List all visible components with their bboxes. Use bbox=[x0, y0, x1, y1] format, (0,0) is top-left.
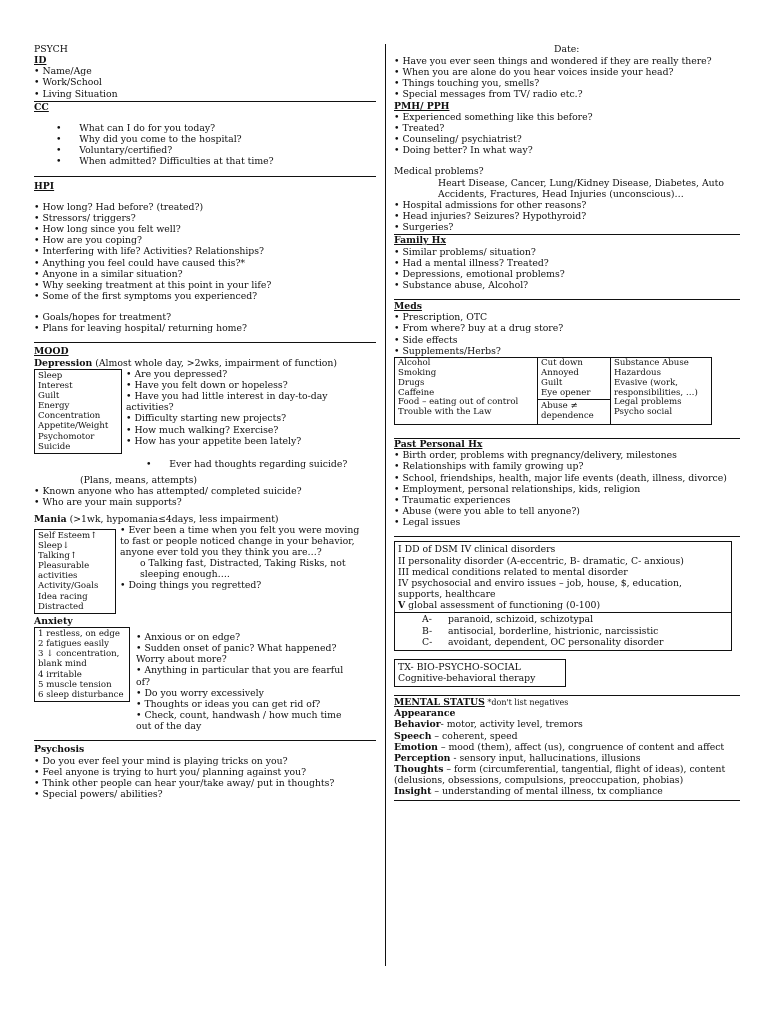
mental-status-heading: MENTAL STATUS *don't list negatives bbox=[394, 697, 569, 709]
list-item: • Who are your main supports? bbox=[34, 497, 182, 509]
list-item: • Have you ever seen things and wondered if they are really there? bbox=[394, 56, 712, 67]
cluster-row: B- antisocial, borderline, histrionic, narcissistic bbox=[422, 625, 659, 637]
list-item: • Doing better? In what way? bbox=[394, 145, 533, 157]
list-item: • Experienced something like this before? bbox=[394, 111, 593, 123]
list-item: • Interfering with life? Activities? Relationships? bbox=[34, 246, 265, 258]
abuse-note: Abuse ≠ dependence bbox=[538, 399, 610, 424]
list-item: • Anxious or on edge? bbox=[136, 631, 241, 643]
column-divider bbox=[385, 44, 386, 966]
list-item: I DD of DSM IV clinical disorders bbox=[398, 544, 556, 556]
list-item: • Relationships with family growing up? bbox=[394, 461, 584, 473]
list-item: • Why did you come to the hospital? bbox=[56, 134, 242, 146]
list-item: • When admitted? Difficulties at that time? bbox=[56, 156, 274, 168]
list-item: • Are you depressed? bbox=[126, 368, 228, 380]
list-item: • Similar problems/ situation? bbox=[394, 246, 536, 258]
pmh-title: PMH/ PPH bbox=[394, 100, 450, 112]
hpi-title: HPI bbox=[34, 180, 55, 192]
list-item: • Feel anyone is trying to hurt you/ planning against you? bbox=[34, 766, 307, 778]
list-item: • Voluntary/certified? bbox=[56, 145, 173, 157]
list-item: • Treated? bbox=[394, 122, 445, 134]
list-item: • Had a mental illness? Treated? bbox=[394, 257, 549, 269]
anxiety-block bbox=[34, 627, 376, 732]
past-title: Past Personal Hx bbox=[394, 439, 483, 451]
list-item: • Have you had little interest in day-to-day activities? bbox=[126, 391, 328, 414]
list-item: • Prescription, OTC bbox=[394, 312, 488, 324]
list-item: • How long? Had before? (treated?) bbox=[34, 201, 204, 213]
list-item: • Supplements/Herbs? bbox=[394, 345, 501, 357]
mania-heading: Mania (>1wk, hypomania≤4days, less impairment) bbox=[34, 513, 279, 525]
list-item: • Why seeking treatment at this point in your life? bbox=[34, 279, 272, 291]
meds-section bbox=[394, 301, 740, 425]
mse-row: Insight – understanding of mental illness, tx compliance bbox=[394, 786, 663, 798]
list-item: • Special messages from TV/ radio etc.? bbox=[394, 89, 583, 101]
list-item: • Hospital admissions for other reasons? bbox=[394, 199, 587, 211]
list-item: III medical conditions related to mental disorder bbox=[398, 566, 628, 578]
psychosis-section bbox=[34, 744, 376, 800]
family-title: Family Hx bbox=[394, 235, 446, 247]
list-item: • Doing things you regretted? bbox=[120, 580, 262, 592]
mood-section bbox=[34, 346, 376, 613]
id-section bbox=[34, 55, 376, 100]
pmh-section bbox=[394, 101, 740, 234]
list-item: • Head injuries? Seizures? Hypothyroid? bbox=[394, 211, 587, 223]
divider bbox=[394, 800, 740, 801]
list-item: • Known anyone who has attempted/ completed suicide? bbox=[34, 486, 302, 498]
medical-problems-label: Medical problems? bbox=[394, 166, 484, 178]
mse-row: Appearance bbox=[394, 708, 456, 720]
mania-questions bbox=[116, 525, 360, 592]
substance-abuse-cell: Substance Abuse Hazardous Evasive (work, responsibilities, …) Legal problems Psycho social bbox=[611, 357, 712, 424]
right-column bbox=[394, 44, 740, 804]
list-item: • How much walking? Exercise? bbox=[126, 424, 279, 436]
cluster-row: C- avoidant, dependent, OC personality disorder bbox=[422, 636, 664, 648]
mse-row: Perception - sensory input, hallucinations, illusions bbox=[394, 752, 641, 764]
list-item: • Ever been a time when you felt you were moving to fast or people noticed change in your behavior, anyone ever told you they think you are…? bbox=[120, 524, 360, 558]
list-item: • Things touching you, smells? bbox=[394, 78, 540, 90]
divider bbox=[394, 299, 740, 300]
mania-block bbox=[34, 525, 376, 614]
sigecaps-box: Sleep Interest Guilt Energy Concentration Appetite/Weight Psychomotor Suicide bbox=[34, 369, 122, 454]
divider bbox=[34, 740, 376, 741]
divider bbox=[394, 695, 740, 696]
mse-row: Emotion – mood (them), affect (us), congruence of content and affect bbox=[394, 741, 725, 753]
list-item: • Name/Age bbox=[34, 66, 92, 78]
list-item: V global assessment of functioning (0-100) bbox=[398, 600, 601, 612]
anxiety-questions bbox=[130, 627, 358, 732]
list-item: • Counseling/ psychiatrist? bbox=[394, 134, 522, 146]
list-item: II personality disorder (A-eccentric, B- dramatic, C- anxious) bbox=[398, 555, 684, 567]
list-item: • Think other people can hear your/take away/ put in thoughts? bbox=[34, 777, 335, 789]
list-item: • Depressions, emotional problems? bbox=[394, 268, 565, 280]
list-item: • Employment, personal relationships, kids, religion bbox=[394, 483, 641, 495]
list-item: • Have you felt down or hopeless? bbox=[126, 379, 288, 391]
substance-list-cell: Alcohol Smoking Drugs Caffeine Food – eating out of control Trouble with the Law bbox=[395, 357, 538, 424]
date-label: Date: bbox=[554, 44, 580, 55]
list-item: • Stressors/ triggers? bbox=[34, 212, 136, 224]
meds-title: Meds bbox=[394, 301, 422, 313]
treatment-box: TX- BIO-PSYCHO-SOCIAL Cognitive-behavioral therapy bbox=[394, 659, 566, 687]
mania-box: Self Esteem↑ Sleep↓ Talking↑ Pleasurable activities Activity/Goals Idea racing Distracted bbox=[34, 529, 116, 614]
divider bbox=[34, 176, 376, 177]
list-item: • Check, count, handwash / how much time out of the day bbox=[136, 710, 342, 733]
list-item: IV psychosocial and enviro issues – job, house, $, education, supports, healthcare bbox=[398, 577, 682, 601]
list-item: • Traumatic experiences bbox=[394, 494, 511, 506]
id-title: ID bbox=[34, 55, 47, 67]
list-item: • Goals/hopes for treatment? bbox=[34, 312, 172, 324]
list-item: • How are you coping? bbox=[34, 235, 142, 247]
list-item: • Sudden onset of panic? What happened? Worry about more? bbox=[136, 643, 337, 666]
mood-title: MOOD bbox=[34, 346, 69, 358]
psychosis-title: Psychosis bbox=[34, 744, 85, 756]
family-section bbox=[394, 235, 740, 291]
divider bbox=[394, 536, 740, 537]
list-item: • Substance abuse, Alcohol? bbox=[394, 279, 529, 291]
list-item: • Do you worry excessively bbox=[136, 687, 264, 699]
depression-block bbox=[34, 369, 376, 454]
list-item: • Thoughts or ideas you can get rid of? bbox=[136, 698, 321, 710]
left-column bbox=[34, 44, 376, 800]
anxiety-section bbox=[34, 616, 376, 733]
list-item: • Work/School bbox=[34, 77, 102, 89]
list-item: • Legal issues bbox=[394, 517, 461, 529]
list-item: • School, friendships, health, major life events (death, illness, divorce) bbox=[394, 472, 727, 484]
list-item: • Do you ever feel your mind is playing tricks on you? bbox=[34, 755, 288, 767]
past-section bbox=[394, 439, 740, 528]
dsm-axis-box bbox=[394, 541, 732, 650]
list-item: • Plans for leaving hospital/ returning home? bbox=[34, 323, 247, 335]
divider bbox=[395, 612, 731, 613]
psychosis-continued bbox=[394, 56, 740, 101]
list-item: • Difficulty starting new projects? bbox=[126, 413, 287, 425]
mse-row: Thoughts – form (circumferential, tangential, flight of ideas), content (delusions, obsessions, compulsions, preoccupation, phobias) bbox=[394, 764, 726, 787]
list-item: • Ever had thoughts regarding suicide? bbox=[146, 458, 348, 470]
list-item: • Abuse (were you able to tell anyone?) bbox=[394, 506, 580, 518]
list-item: • When you are alone do you hear voices inside your head? bbox=[394, 67, 674, 79]
list-item: • Surgeries? bbox=[394, 222, 454, 234]
list-item: • Side effects bbox=[394, 334, 458, 346]
mental-status-section bbox=[394, 697, 740, 797]
list-item: • How long since you felt well? bbox=[34, 224, 181, 236]
suicide-plans: (Plans, means, attempts) bbox=[80, 475, 198, 487]
cage-cell: Cut down Annoyed Guilt Eye opener Abuse ≠ dependence bbox=[538, 357, 611, 424]
cluster-row: A- paranoid, schizoid, schizotypal bbox=[422, 614, 594, 626]
list-item: • Anything in particular that you are fearful of? bbox=[136, 665, 344, 688]
hpi-section bbox=[34, 181, 376, 335]
page-label: PSYCH bbox=[34, 44, 68, 55]
list-item: • Anyone in a similar situation? bbox=[34, 268, 183, 280]
list-item: • From where? buy at a drug store? bbox=[394, 323, 564, 335]
mse-row: Speech – coherent, speed bbox=[394, 730, 518, 742]
list-item: • Anything you feel could have caused this?* bbox=[34, 257, 246, 269]
anxiety-title: Anxiety bbox=[34, 615, 73, 627]
anxiety-box: 1 restless, on edge 2 fatigues easily 3 ↓ concentration, blank mind 4 irritable 5 muscle tension 6 sleep disturbance bbox=[34, 627, 130, 702]
list-item: • How has your appetite been lately? bbox=[126, 435, 302, 447]
mse-row: Behavior- motor, activity level, tremors bbox=[394, 719, 583, 731]
depression-heading: Depression (Almost whole day, >2wks, impairment of function) bbox=[34, 357, 338, 369]
divider bbox=[34, 342, 376, 343]
list-item: • What can I do for you today? bbox=[56, 122, 216, 134]
list-item: • Some of the first symptoms you experienced? bbox=[34, 290, 258, 302]
list-item: • Birth order, problems with pregnancy/delivery, milestones bbox=[394, 450, 677, 462]
medical-problems-list: Heart Disease, Cancer, Lung/Kidney Disease, Diabetes, Auto Accidents, Fractures, Head Injuries (unconscious)… bbox=[438, 177, 725, 200]
list-item: o Talking fast, Distracted, Taking Risks, not sleeping enough…. bbox=[140, 558, 346, 581]
list-item: • Living Situation bbox=[34, 88, 118, 100]
substance-screening-table bbox=[394, 357, 712, 425]
depression-questions bbox=[122, 369, 362, 447]
cc-section bbox=[34, 102, 376, 168]
cc-title: CC bbox=[34, 101, 49, 113]
list-item: • Special powers/ abilities? bbox=[34, 788, 163, 800]
